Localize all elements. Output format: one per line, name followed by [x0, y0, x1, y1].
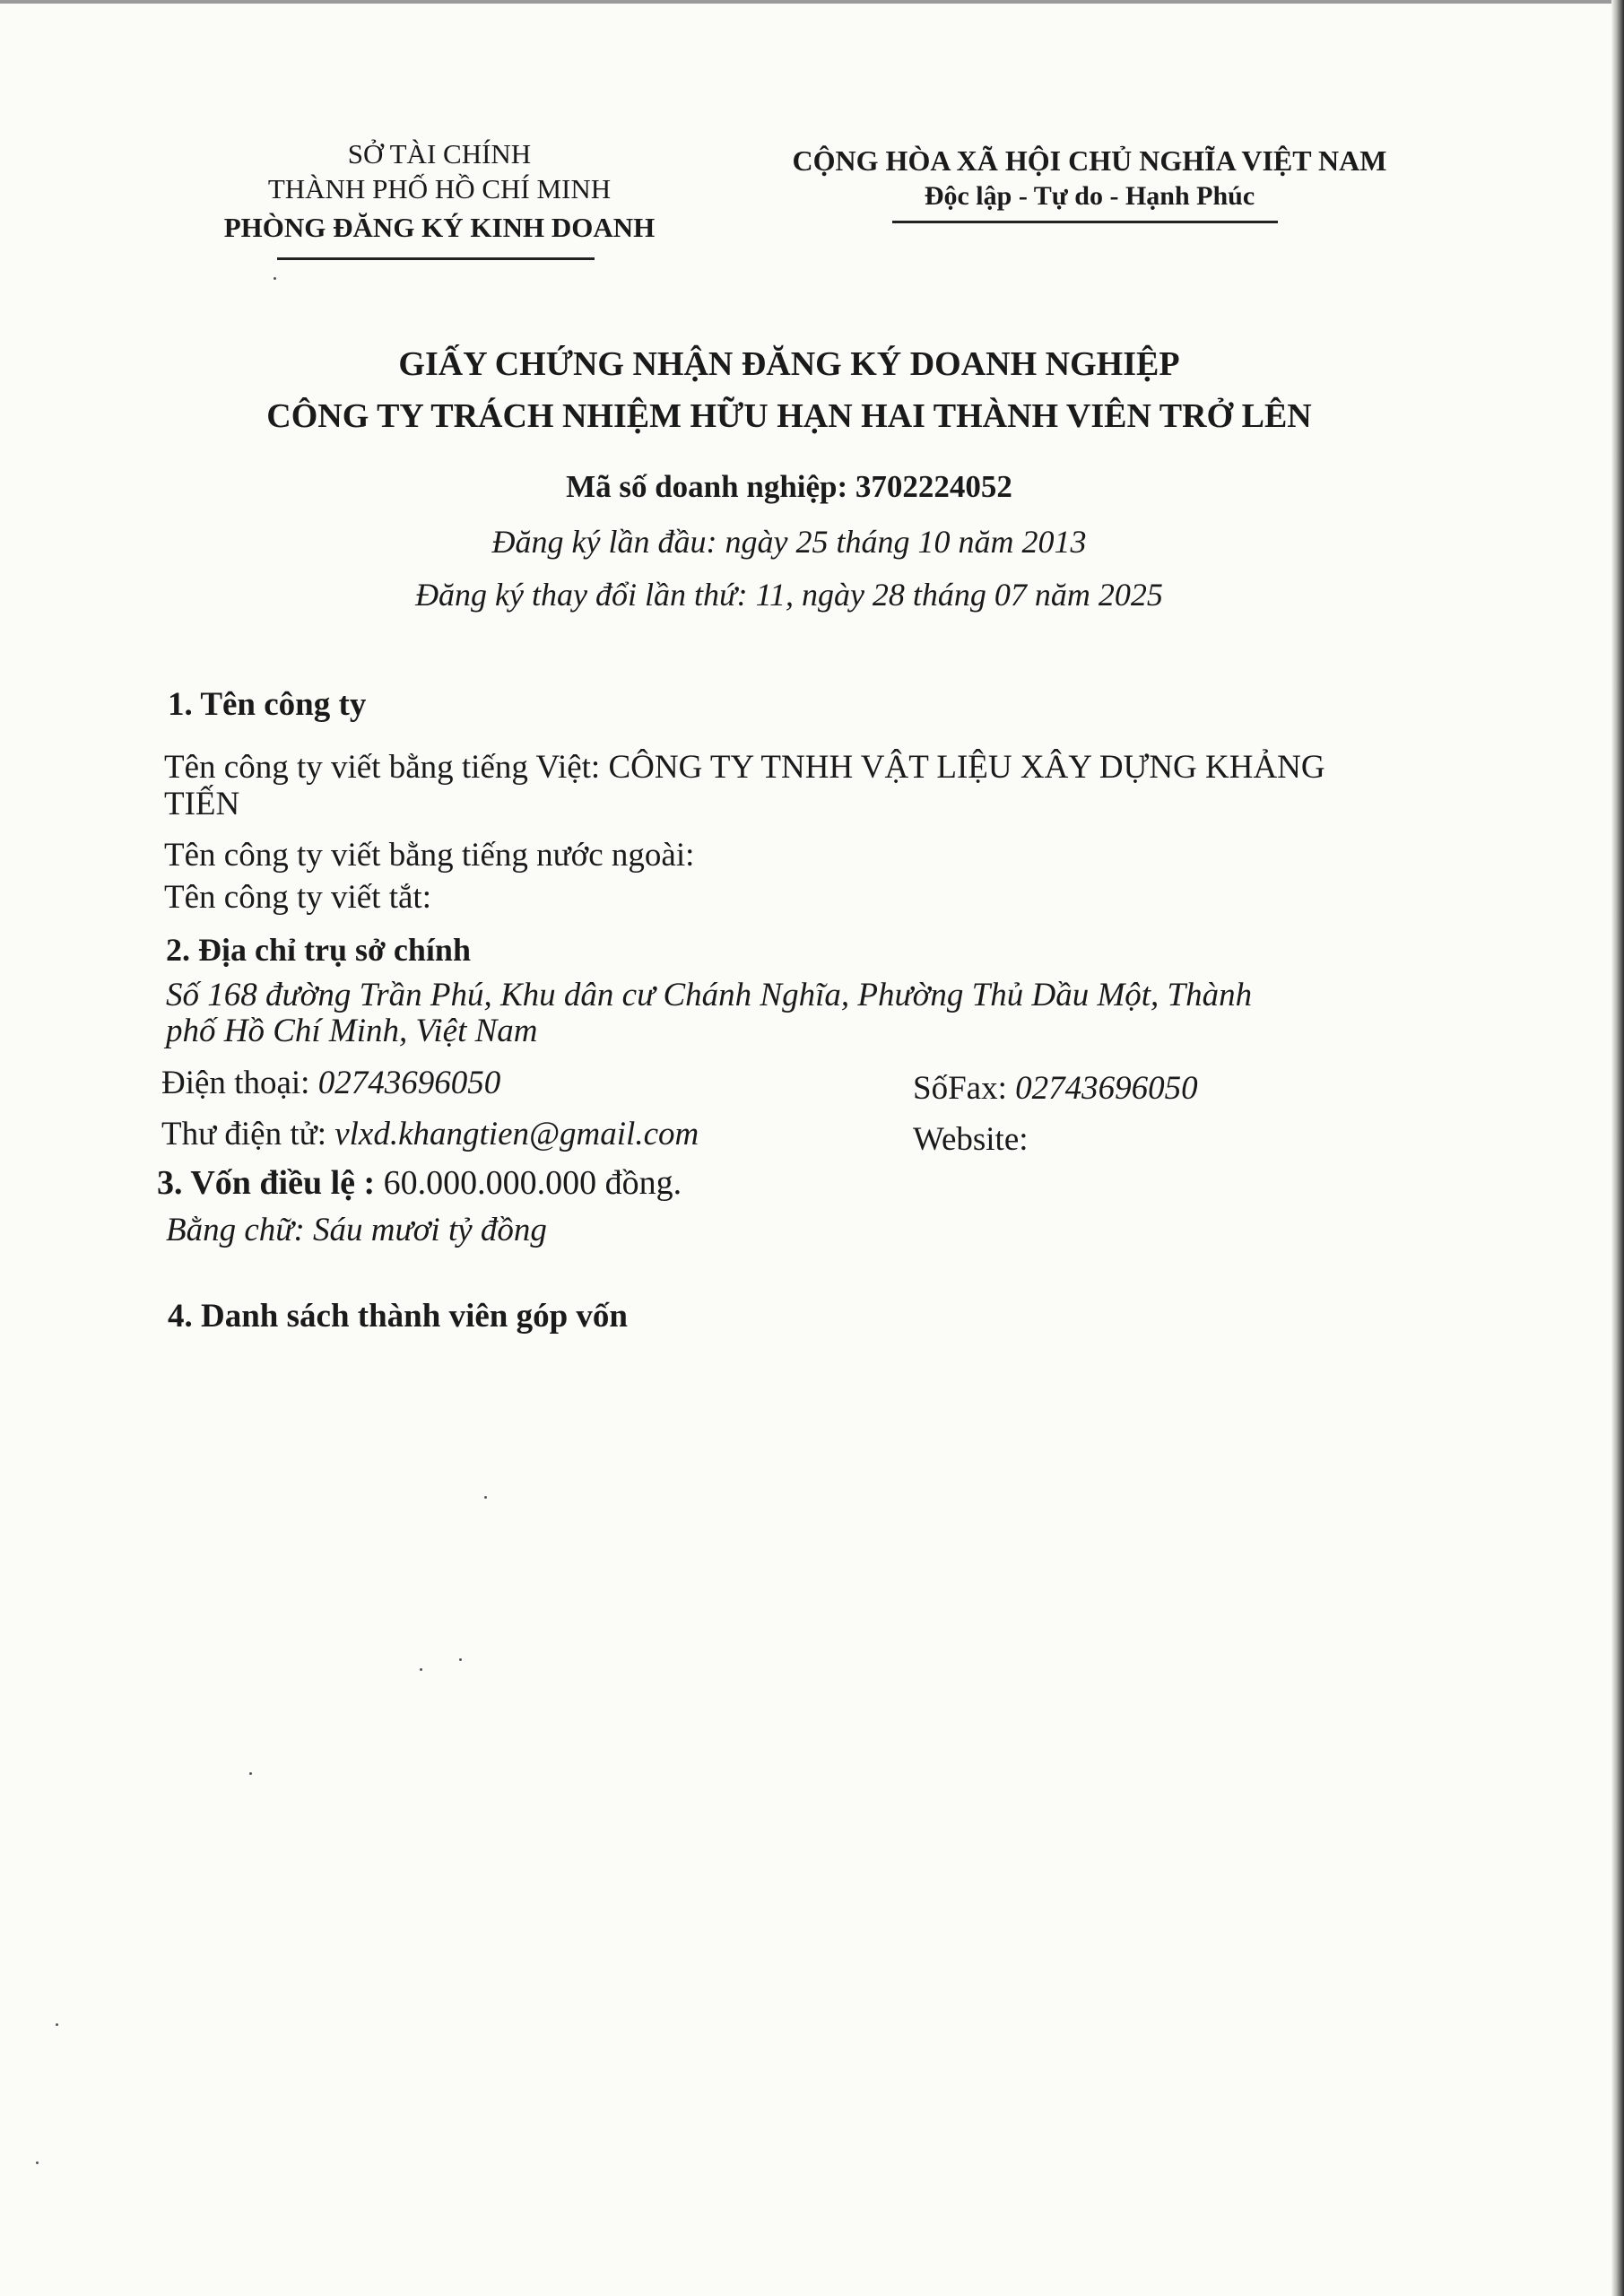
scan-speck — [420, 1668, 422, 1671]
header-right-line2: Độc lập - Tự do - Hạnh Phúc — [924, 181, 1255, 211]
email-label: Thư điện tử: — [161, 1116, 326, 1152]
section1-heading: 1. Tên công ty — [168, 686, 367, 723]
fax-row — [913, 1069, 1198, 1108]
section4-heading: 4. Danh sách thành viên góp vốn — [168, 1298, 629, 1335]
header-left-line2: THÀNH PHỐ HỒ CHÍ MINH — [267, 173, 612, 204]
header-left-line3: PHÒNG ĐĂNG KÝ KINH DOANH — [223, 212, 656, 243]
change-registration-date: Đăng ký thay đổi lần thứ: 11, ngày 28 tháng 07 năm 2025 — [415, 577, 1163, 613]
section3-heading: 3. Vốn điều lệ : — [157, 1164, 376, 1202]
header-right-underline — [892, 221, 1278, 223]
company-name-foreign: Tên công ty viết bằng tiếng nước ngoài: — [164, 837, 695, 874]
capital-in-words: Bằng chữ: Sáu mươi tỷ đồng — [166, 1212, 547, 1248]
email-value: vlxd.khangtien@gmail.com — [334, 1116, 699, 1152]
section2-heading: 2. Địa chỉ trụ sở chính — [166, 932, 471, 968]
phone-row — [161, 1064, 500, 1102]
email-row — [161, 1115, 699, 1153]
phone-value: 02743696050 — [317, 1065, 501, 1101]
address-line1: Số 168 đường Trần Phú, Khu dân cư Chánh Nghĩa, Phường Thủ Dầu Một, Thành — [166, 977, 1253, 1013]
charter-capital-amount: 60.000.000.000 đồng. — [383, 1164, 682, 1202]
header-left-underline — [277, 257, 595, 260]
address-line2: phố Hồ Chí Minh, Việt Nam — [166, 1013, 538, 1049]
company-name-vn-line1: Tên công ty viết bằng tiếng Việt: CÔNG TY TNHH VẬT LIỆU XÂY DỰNG KHẢNG — [164, 749, 1325, 786]
scan-top-edge — [0, 0, 1624, 4]
scan-speck — [249, 1772, 252, 1775]
scan-speck — [484, 1496, 487, 1499]
certificate-title: GIẤY CHỨNG NHẬN ĐĂNG KÝ DOANH NGHIỆP — [398, 345, 1180, 383]
scan-right-edge — [1611, 0, 1624, 2296]
scan-speck — [56, 2023, 58, 2026]
scan-speck — [36, 2161, 39, 2164]
company-short-name: Tên công ty viết tắt: — [164, 879, 431, 916]
fax-label: SốFax: — [913, 1070, 1007, 1107]
scan-speck — [459, 1658, 462, 1661]
scan-speck — [274, 277, 276, 280]
first-registration-date: Đăng ký lần đầu: ngày 25 tháng 10 năm 2013 — [491, 524, 1087, 560]
company-type-title: CÔNG TY TRÁCH NHIỆM HỮU HẠN HAI THÀNH VIÊN TRỞ LÊN — [266, 397, 1312, 435]
enterprise-code: Mã số doanh nghiệp: 3702224052 — [566, 469, 1012, 504]
charter-capital-row — [157, 1163, 682, 1203]
website-label: Website: — [913, 1121, 1029, 1158]
header-right-line1: CỘNG HÒA XÃ HỘI CHỦ NGHĨA VIỆT NAM — [792, 144, 1387, 177]
phone-label: Điện thoại: — [161, 1065, 310, 1101]
header-left-line1: SỞ TÀI CHÍNH — [347, 138, 532, 170]
fax-value: 02743696050 — [1015, 1070, 1198, 1107]
company-name-vn-line2: TIẾN — [164, 786, 240, 822]
